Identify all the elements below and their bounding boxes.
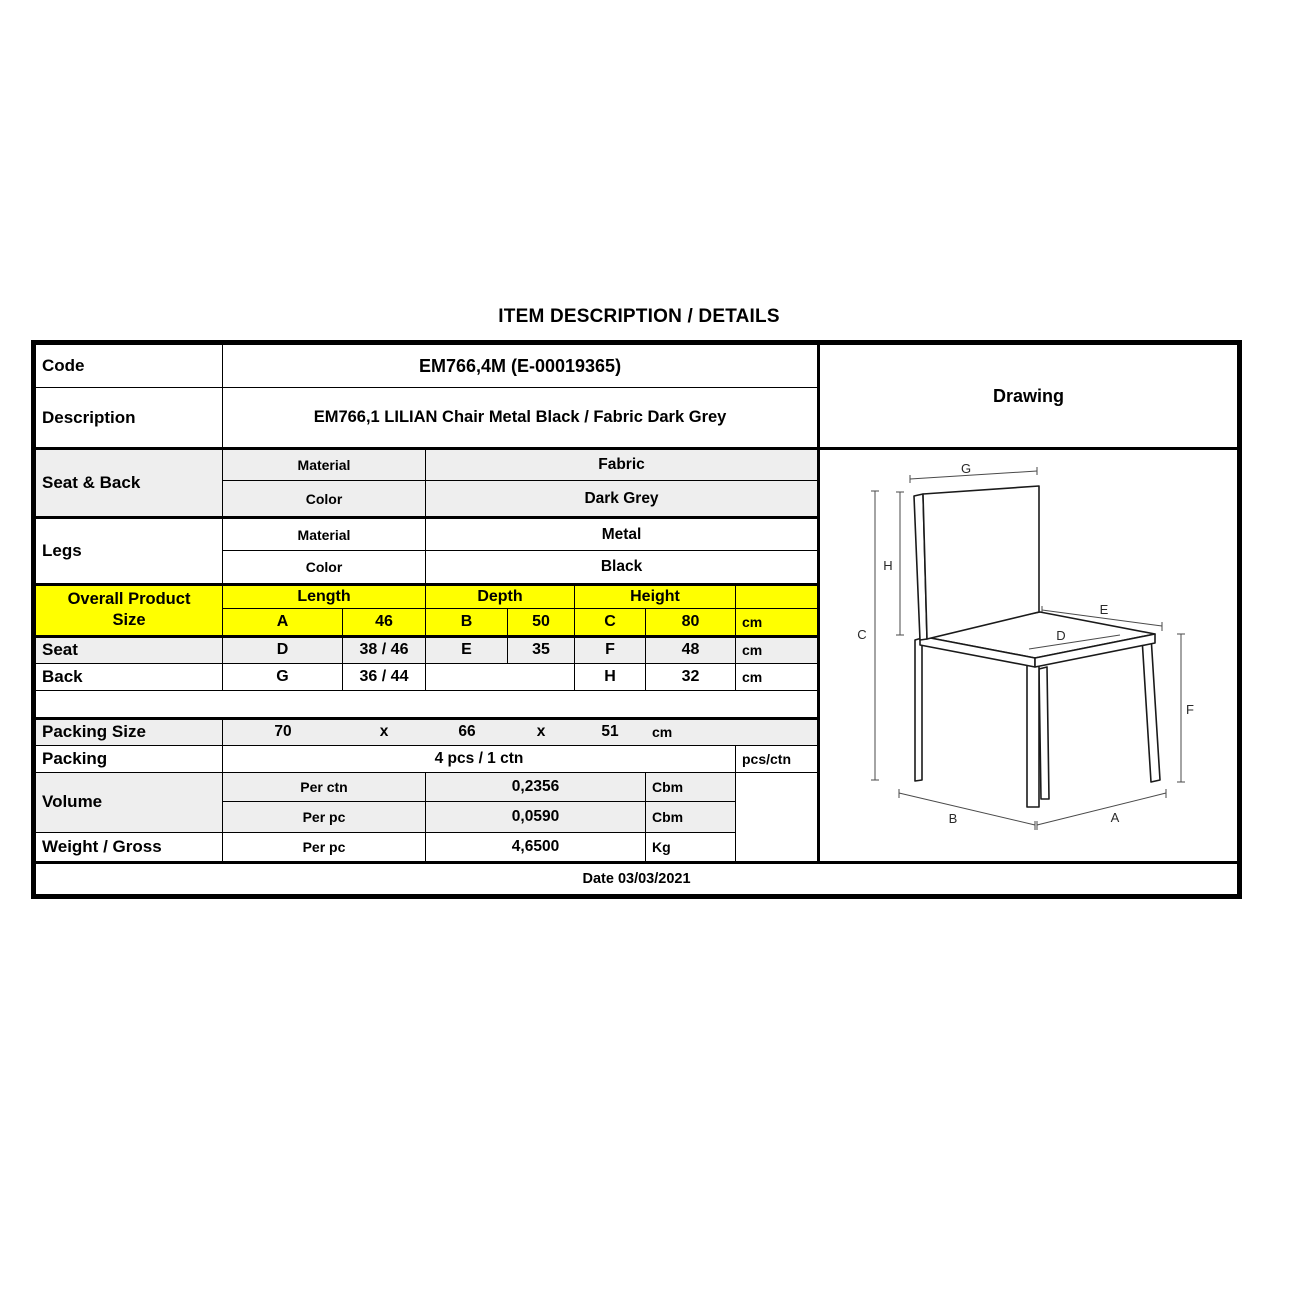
legs-color-value: Black — [426, 551, 819, 585]
chair-left-leg — [915, 638, 922, 781]
depth-header: Depth — [426, 585, 575, 608]
size-section-label — [36, 585, 223, 636]
back-label: Back — [36, 663, 223, 690]
seatback-material-value: Fabric — [426, 449, 819, 481]
volume-perpc-unit: Cbm — [646, 802, 736, 833]
chair-front-leg — [1027, 653, 1039, 807]
packing-size-values — [223, 718, 819, 745]
volume-perctn-label: Per ctn — [223, 772, 426, 801]
back-height-letter: H — [575, 663, 646, 690]
weight-unit: Kg — [646, 833, 736, 863]
seat-unit: cm — [736, 636, 819, 663]
seatback-color-value: Dark Grey — [426, 481, 819, 518]
spec-table — [35, 344, 1238, 895]
volume-perctn-unit: Cbm — [646, 772, 736, 801]
back-depth-empty-cell — [426, 663, 575, 690]
seatback-label: Seat & Back — [36, 449, 223, 518]
weight-label: Weight / Gross — [36, 833, 223, 863]
date-text: Date 03/03/2021 — [36, 863, 1238, 895]
seat-depth-letter: E — [426, 636, 508, 663]
seat-length-value: 38 / 46 — [343, 636, 426, 663]
chair-drawing — [820, 450, 1238, 856]
chair-backrest-front — [923, 486, 1039, 639]
weight-value: 4,6500 — [426, 833, 646, 863]
packing-size-dim3: 51 — [601, 723, 619, 741]
spec-sheet — [31, 340, 1242, 899]
description-value: EM766,1 LILIAN Chair Metal Black / Fabric Dark Grey — [223, 388, 819, 449]
dim-label-h: H — [883, 558, 893, 573]
drawing-header: Drawing — [819, 345, 1238, 449]
overall-depth-value: 50 — [508, 608, 575, 636]
overall-length-letter: A — [223, 608, 343, 636]
dim-label-c: C — [857, 627, 867, 642]
packing-size-unit: cm — [652, 724, 673, 741]
seatback-material-row — [36, 449, 1238, 481]
back-height-value: 32 — [646, 663, 736, 690]
dim-label-e: E — [1099, 602, 1109, 617]
dim-label-a: A — [1110, 810, 1120, 825]
seat-depth-value: 35 — [508, 636, 575, 663]
overall-unit: cm — [736, 608, 819, 636]
dim-label-d: D — [1056, 628, 1066, 643]
overall-length-value: 46 — [343, 608, 426, 636]
description-label: Description — [36, 388, 223, 449]
legs-label: Legs — [36, 518, 223, 585]
packing-size-dim1: 70 — [274, 723, 292, 741]
chair-right-leg — [1142, 636, 1160, 782]
overall-height-letter: C — [575, 608, 646, 636]
back-unit: cm — [736, 663, 819, 690]
volume-perpc-value: 0,0590 — [426, 802, 646, 833]
legs-color-label: Color — [223, 551, 426, 585]
size-label-line2: Size — [112, 611, 146, 630]
chair-back-leg — [1039, 667, 1049, 799]
volume-perpc-label: Per pc — [223, 802, 426, 833]
packing-label: Packing — [36, 745, 223, 772]
packing-size-label: Packing Size — [36, 718, 223, 745]
packing-size-sep1: x — [379, 723, 389, 741]
seat-height-letter: F — [575, 636, 646, 663]
dim-label-b: B — [948, 811, 958, 826]
weight-per-label: Per pc — [223, 833, 426, 863]
seat-length-letter: D — [223, 636, 343, 663]
spacer-cell — [36, 690, 819, 718]
size-label-line1: Overall Product — [67, 590, 191, 609]
back-length-letter: G — [223, 663, 343, 690]
legs-material-label: Material — [223, 518, 426, 551]
drawing-panel — [819, 449, 1238, 863]
volume-label: Volume — [36, 772, 223, 832]
legs-material-value: Metal — [426, 518, 819, 551]
packing-value: 4 pcs / 1 ctn — [223, 745, 736, 772]
dim-label-f: F — [1186, 702, 1195, 717]
seatback-color-label: Color — [223, 481, 426, 518]
seatback-material-label: Material — [223, 449, 426, 481]
back-length-value: 36 / 44 — [343, 663, 426, 690]
size-header-empty-cell — [736, 585, 819, 608]
height-header: Height — [575, 585, 736, 608]
overall-depth-letter: B — [426, 608, 508, 636]
length-header: Length — [223, 585, 426, 608]
chair-outline — [914, 486, 1160, 807]
seat-height-value: 48 — [646, 636, 736, 663]
page-title: ITEM DESCRIPTION / DETAILS — [498, 306, 780, 327]
overall-height-value: 80 — [646, 608, 736, 636]
packing-size-sep2: x — [536, 723, 546, 741]
code-value: EM766,4M (E-00019365) — [223, 345, 819, 388]
packing-size-dim2: 66 — [458, 723, 476, 741]
dim-label-g: G — [960, 461, 972, 476]
code-label: Code — [36, 345, 223, 388]
date-row — [36, 863, 1238, 895]
code-row — [36, 345, 1238, 388]
volume-perctn-value: 0,2356 — [426, 772, 646, 801]
seat-label: Seat — [36, 636, 223, 663]
packing-unit: pcs/ctn — [736, 745, 819, 772]
